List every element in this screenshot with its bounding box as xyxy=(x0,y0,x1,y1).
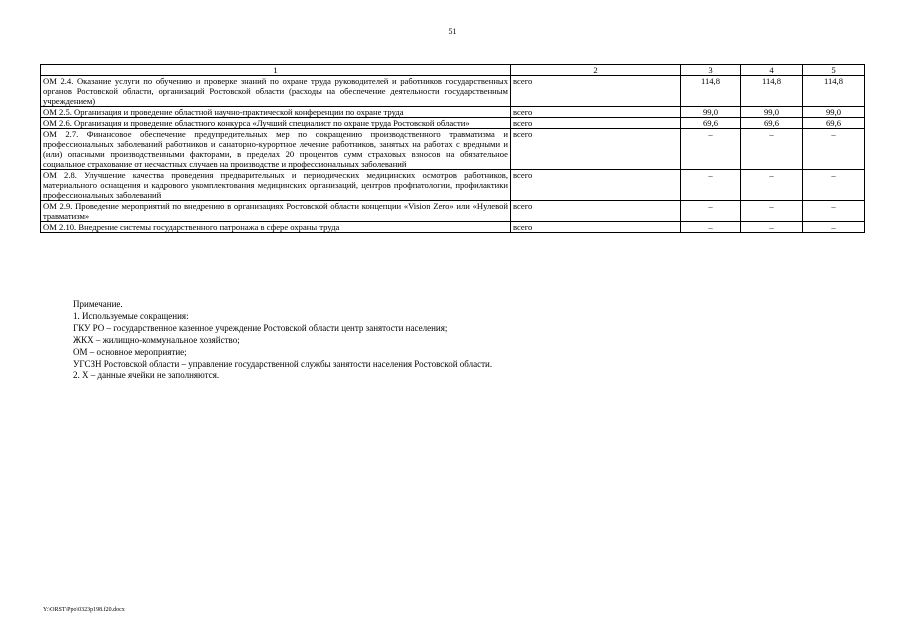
row-funding-source: всего xyxy=(511,170,681,201)
row-value-col3: – xyxy=(681,170,741,201)
row-funding-source: всего xyxy=(511,222,681,233)
row-value-col3: 99,0 xyxy=(681,107,741,118)
table-row xyxy=(41,107,865,118)
row-description: ОМ 2.8. Улучшение качества проведения предварительных и периодических медицинских осмотров работников, материального оснащения и кадрового укомплектования медицинских организаций, центров профпатологии, профилактики профессиональных заболеваний xyxy=(41,170,511,201)
row-funding-source: всего xyxy=(511,118,681,129)
table-row xyxy=(41,201,865,222)
table-header-row xyxy=(41,65,865,76)
table-row xyxy=(41,118,865,129)
table-row xyxy=(41,170,865,201)
notes-line: ГКУ РО – государственное казенное учреждение Ростовской области центр занятости населения; xyxy=(73,322,448,333)
row-value-col4: – xyxy=(741,222,803,233)
notes-line: ЖКХ – жилищно-коммунальное хозяйство; xyxy=(73,334,240,345)
notes-section xyxy=(73,299,492,382)
row-value-col4: – xyxy=(741,201,803,222)
row-description: ОМ 2.6. Организация и проведение областного конкурса «Лучший специалист по охране труда Ростовской области» xyxy=(41,118,511,129)
table-row xyxy=(41,76,865,107)
table-row xyxy=(41,222,865,233)
row-value-col4: 99,0 xyxy=(741,107,803,118)
notes-title: Примечание. xyxy=(73,299,123,309)
footer-file-path: Y:\ORST\Ppo\0323p198.f20.docx xyxy=(43,607,125,613)
row-funding-source: всего xyxy=(511,76,681,107)
row-value-col3: – xyxy=(681,201,741,222)
table-body xyxy=(41,76,865,233)
column-header-1: 1 xyxy=(41,65,511,76)
notes-line: 2. Х – данные ячейки не заполняются. xyxy=(73,370,220,381)
row-description: ОМ 2.10. Внедрение системы государственного патронажа в сфере охраны труда xyxy=(41,222,511,233)
row-description: ОМ 2.5. Организация и проведение областной научно-практической конференции по охране труда xyxy=(41,107,511,118)
column-header-3: 3 xyxy=(681,65,741,76)
row-description: ОМ 2.4. Оказание услуги по обучению и проверке знаний по охране труда руководителей и работников государственных органов Ростовской области, организаций Ростовской области (расходы на обеспечение деятельности государственным учреждением) xyxy=(41,76,511,107)
table-row xyxy=(41,129,865,170)
column-header-4: 4 xyxy=(741,65,803,76)
row-value-col3: 69,6 xyxy=(681,118,741,129)
row-value-col3: 114,8 xyxy=(681,76,741,107)
row-funding-source: всего xyxy=(511,201,681,222)
program-table xyxy=(40,64,865,233)
row-value-col3: – xyxy=(681,222,741,233)
row-value-col4: – xyxy=(741,170,803,201)
column-header-5: 5 xyxy=(803,65,865,76)
row-description: ОМ 2.7. Финансовое обеспечение предупредительных мер по сокращению производственного травматизма и профессиональных заболеваний работников и санаторно-курортное лечение работников, занятых на работах с вредными и (или) опасными производственными факторами, в пределах 20 процентов сумм страховых взносов на обязательное социальное страхование от несчастных случаев на производстве и профессиональных заболеваний xyxy=(41,129,511,170)
row-value-col5: 114,8 xyxy=(803,76,865,107)
row-value-col5: 69,6 xyxy=(803,118,865,129)
row-description: ОМ 2.9. Проведение мероприятий по внедрению в организациях Ростовской области концепции «Vision Zero» или «Нулевой травматизм» xyxy=(41,201,511,222)
row-value-col4: 69,6 xyxy=(741,118,803,129)
row-funding-source: всего xyxy=(511,129,681,170)
row-value-col4: 114,8 xyxy=(741,76,803,107)
row-value-col5: – xyxy=(803,129,865,170)
row-value-col5: – xyxy=(803,170,865,201)
column-header-2: 2 xyxy=(511,65,681,76)
notes-line: УГСЗН Ростовской области – управление государственной службы занятости населения Ростовской области. xyxy=(73,358,493,369)
row-value-col4: – xyxy=(741,129,803,170)
notes-line: ОМ – основное мероприятие; xyxy=(73,346,187,357)
row-value-col5: – xyxy=(803,201,865,222)
row-value-col3: – xyxy=(681,129,741,170)
row-funding-source: всего xyxy=(511,107,681,118)
row-value-col5: 99,0 xyxy=(803,107,865,118)
notes-line: 1. Используемые сокращения: xyxy=(73,310,189,321)
row-value-col5: – xyxy=(803,222,865,233)
page-number: 51 xyxy=(448,27,457,36)
